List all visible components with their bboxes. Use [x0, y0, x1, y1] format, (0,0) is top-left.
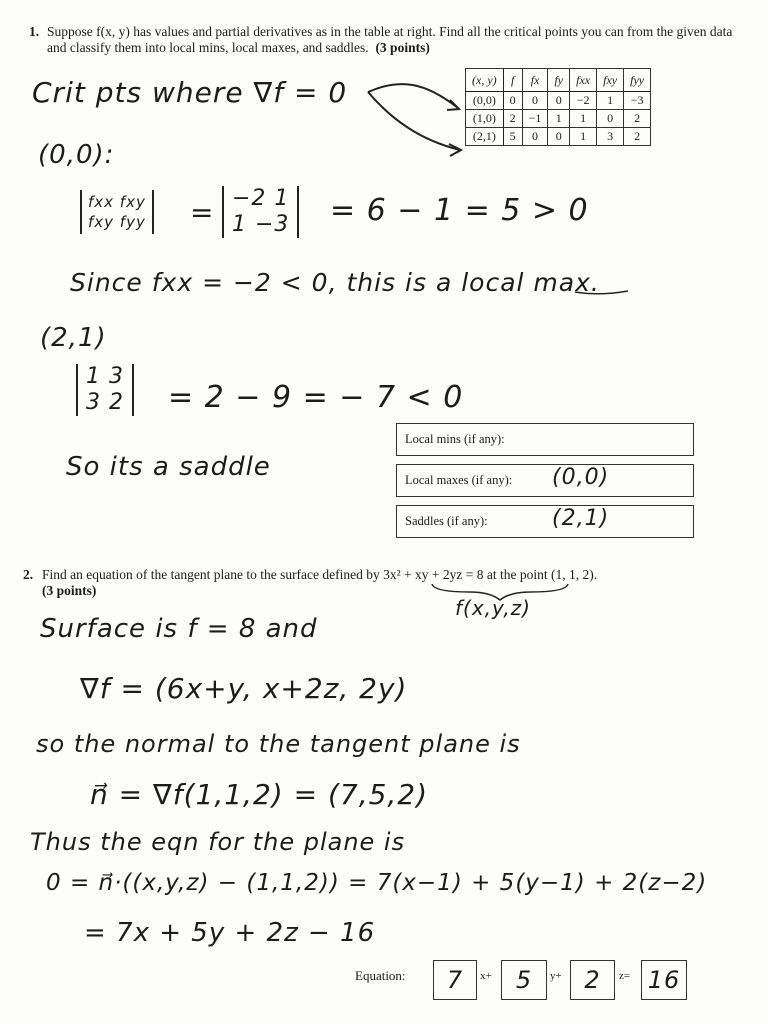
- handwritten-equals: =: [190, 196, 215, 229]
- handwritten-normal-vector: n⃗ = ∇f(1,1,2) = (7,5,2): [90, 778, 429, 811]
- equation-coef-z-box[interactable]: 2: [570, 960, 615, 1000]
- arrow-to-row-21: [368, 92, 460, 150]
- question-2-points: (3 points): [42, 583, 97, 598]
- table-cell: (2,1): [466, 128, 504, 146]
- local-maxes-value: (0,0): [552, 465, 610, 490]
- table-cell: (1,0): [466, 110, 504, 128]
- table-cell: 1: [570, 110, 597, 128]
- handwritten-thus-line: Thus the eqn for the plane is: [30, 828, 406, 856]
- table-cell: 2: [624, 128, 651, 146]
- handwritten-surface-line: Surface is f = 8 and: [40, 614, 318, 644]
- equation-z-suffix: z=: [619, 970, 631, 982]
- table-header: (x, y): [466, 69, 504, 92]
- handwritten-det-result: = 6 − 1 = 5 > 0: [330, 193, 589, 228]
- table-cell: 3: [597, 128, 624, 146]
- question-2-prompt: Find an equation of the tangent plane to the surface defined by 3x² + xy + 2yz = 8 at the point (1, 1, 2).: [42, 567, 598, 582]
- handwritten-crit-pts-line: Crit pts where ∇f = 0: [32, 76, 348, 109]
- table-cell: −1: [522, 110, 548, 128]
- handwritten-saddle-line: So its a saddle: [66, 452, 271, 482]
- question-1-number: 1.: [29, 24, 40, 39]
- hessian21-row-1: 1 3: [86, 364, 124, 389]
- table-header: fy: [548, 69, 570, 92]
- arrowhead-row-21: [449, 144, 461, 156]
- table-cell: −2: [570, 92, 597, 110]
- question-2-number: 2.: [23, 567, 34, 582]
- table-header: fx: [522, 69, 548, 92]
- hessian-num-row-1: −2 1: [232, 186, 290, 211]
- equation-y-suffix: y+: [550, 970, 562, 982]
- local-maxes-label: Local maxes (if any):: [405, 473, 513, 487]
- table-cell: 1: [570, 128, 597, 146]
- handwritten-gradient-line: ∇f = (6x+y, x+2z, 2y): [80, 672, 408, 705]
- hessian-row-1: fxx fxy: [88, 193, 146, 211]
- hessian21-row-2: 3 2: [86, 390, 124, 415]
- table-cell: 2: [503, 110, 522, 128]
- question-1-prompt: Suppose f(x, y) has values and partial derivatives as in the table at right. Find all the critical points you can from the given data and classify them into local mins, local maxes, and saddles.: [47, 24, 733, 55]
- table-cell: 0: [522, 92, 548, 110]
- hessian-num-row-2: 1 −3: [232, 212, 290, 237]
- handwritten-point-00: (0,0):: [38, 140, 115, 170]
- saddles-label: Saddles (if any):: [405, 514, 488, 528]
- table-cell: 5: [503, 128, 522, 146]
- table-cell: 1: [548, 110, 570, 128]
- underline-max: [575, 291, 628, 294]
- equation-coef-x-box[interactable]: 7: [433, 960, 477, 1000]
- saddles-value: (2,1): [552, 506, 610, 531]
- handwritten-brace-label: f(x,y,z): [455, 596, 531, 620]
- arrow-to-row-00: [368, 84, 458, 108]
- equation-coef-y-box[interactable]: 5: [501, 960, 547, 1000]
- equation-x-suffix: x+: [480, 970, 492, 982]
- table-header: f: [503, 69, 522, 92]
- brace-under-function: [432, 584, 568, 600]
- table-cell: 0: [548, 92, 570, 110]
- handwritten-det2-result: = 2 − 9 = − 7 < 0: [168, 380, 464, 415]
- table-cell: 2: [624, 110, 651, 128]
- handwritten-plane-simplified: = 7x + 5y + 2z − 16: [84, 918, 376, 948]
- handwritten-plane-expansion: 0 = n⃗·((x,y,z) − (1,1,2)) = 7(x−1) + 5(y−1) + 2(z−2): [46, 870, 708, 896]
- question-1-points: (3 points): [375, 40, 430, 55]
- handwritten-point-21: (2,1): [40, 323, 107, 353]
- handwritten-local-max-line: Since fxx = −2 < 0, this is a local max.: [70, 268, 600, 297]
- table-header: fxx: [570, 69, 597, 92]
- table-cell: 0: [522, 128, 548, 146]
- table-cell: 0: [503, 92, 522, 110]
- table-header: fyy: [624, 69, 651, 92]
- equation-label: Equation:: [355, 968, 406, 983]
- hessian-row-2: fxy fyy: [88, 213, 146, 231]
- table-cell: −3: [624, 92, 651, 110]
- table-cell: (0,0): [466, 92, 504, 110]
- local-mins-label: Local mins (if any):: [405, 432, 505, 446]
- table-cell: 0: [597, 110, 624, 128]
- equation-constant-box[interactable]: 16: [641, 960, 687, 1000]
- handwritten-normal-line: so the normal to the tangent plane is: [36, 730, 521, 758]
- table-header: fxy: [597, 69, 624, 92]
- table-cell: 1: [597, 92, 624, 110]
- table-cell: 0: [548, 128, 570, 146]
